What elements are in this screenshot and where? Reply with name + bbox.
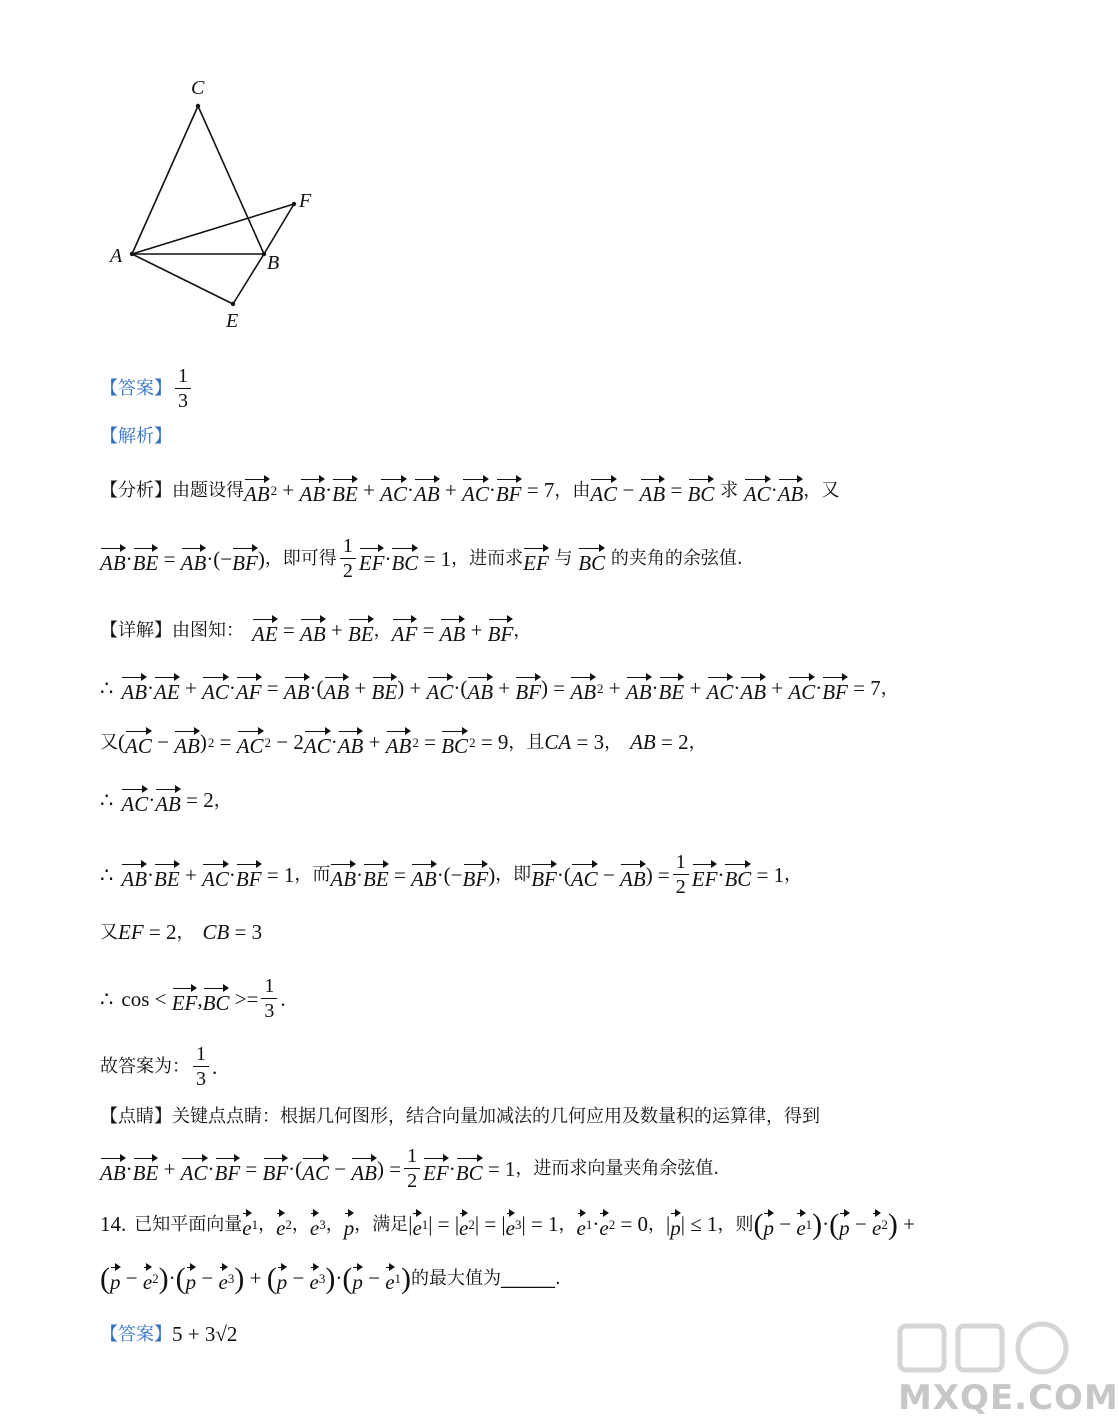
- answer-14-line: 【答案】 5 + 3√2: [100, 1322, 238, 1346]
- geometry-figure: [100, 70, 340, 340]
- answer-13-line: [100, 366, 1040, 412]
- final-answer-line: 故答案为： $\frac{1}{3}$ .: [100, 1043, 218, 1090]
- segment-ac: [132, 106, 198, 254]
- detail-line-2: ∴ AB · AE + AC · AF = AB ·( AB + BE ) + AC ·( AB + BF ) = AB 2 + AB · BE + AC · AB + AC · BF = 7 ，: [100, 676, 899, 704]
- q14-line-2: ( p − e 2 ) · ( p − e 3 ) + ( p − e 3 ) · ( p − e 1 ) 的最大值为______.: [100, 1261, 561, 1295]
- analysis-line: [100, 428, 1040, 446]
- dianjing-line-1: 【点睛】 关键点点睛：根据几何图形，结合向量加减法的几何应用及数量积的运算律，得到: [100, 1106, 820, 1127]
- segment-be: [233, 254, 264, 304]
- segment-cb: [198, 106, 264, 254]
- label-e: E: [226, 310, 239, 332]
- segment-af: [132, 204, 294, 254]
- answer-tag: 【答案】: [100, 378, 172, 399]
- label-c: C: [191, 77, 205, 99]
- answer-14-value: 5 + 3√2: [172, 1322, 238, 1346]
- answer-fraction: $\frac{1}{3}$: [175, 366, 191, 412]
- detail-line-5: ∴ AB · BE + AC · BF = 1 ， 而 AB · BE = AB ·(− BF ) ，即 BF ·( AC − AB ) = $\frac{1}{2}$ EF · BC = 1 ，: [100, 851, 803, 898]
- detail-line-7: ∴ cos < EF , BC >= $\frac{1}{3}$ .: [100, 975, 286, 1022]
- fenxi-line-1: 【分析】 由题设得 AB 2 + AB · BE + AC · AB + AC · BF = 7 ，由 AC − AB = BC 求 AC · AB ，又: [100, 478, 840, 506]
- label-f: F: [299, 190, 312, 212]
- watermark-text: MXQE.COM: [898, 1378, 1119, 1418]
- label-b: B: [267, 252, 280, 274]
- fenxi-line-2: AB · BE = AB ·(− BF ) ，即可得 $\frac{1}{2}$ EF · BC = 1 ，进而求 EF 与 BC 的夹角的余弦值.: [100, 535, 743, 582]
- label-a: A: [110, 245, 123, 267]
- detail-line-1: 【详解】 由图知： AE = AB + BE ， AF = AB + BF ，: [100, 618, 532, 646]
- dianjing-line-2: AB · BE + AC · BF = BF ·( AC − AB ) = $\frac{1}{2}$ EF · BC = 1 ，进而求向量夹角余弦值.: [100, 1145, 720, 1192]
- detail-line-4: ∴ AC · AB = 2 ，: [100, 788, 232, 816]
- detail-line-3: 又 ( AC − AB ) 2 = AC 2 − 2 AC · AB + AB 2 = BC 2 = 9 ，且 CA = 3 ， AB = 2 ，: [100, 730, 707, 758]
- q14-line-1: 14. 已知平面向量 e 1 ， e 2 ， e 3 ， p ， 满足 | e 1 | = | e 2 | = | e 3 | = 1 ， e 1 · e 2 = 0 ， | p | ≤ 1 ，则 ( p − e 1 ) · ( p − e 2 ) +: [100, 1207, 915, 1241]
- analysis-tag: 【解析】: [100, 426, 172, 447]
- segment-ae: [132, 254, 233, 304]
- detail-line-6: 又 EF = 2 ， CB = 3: [100, 920, 263, 944]
